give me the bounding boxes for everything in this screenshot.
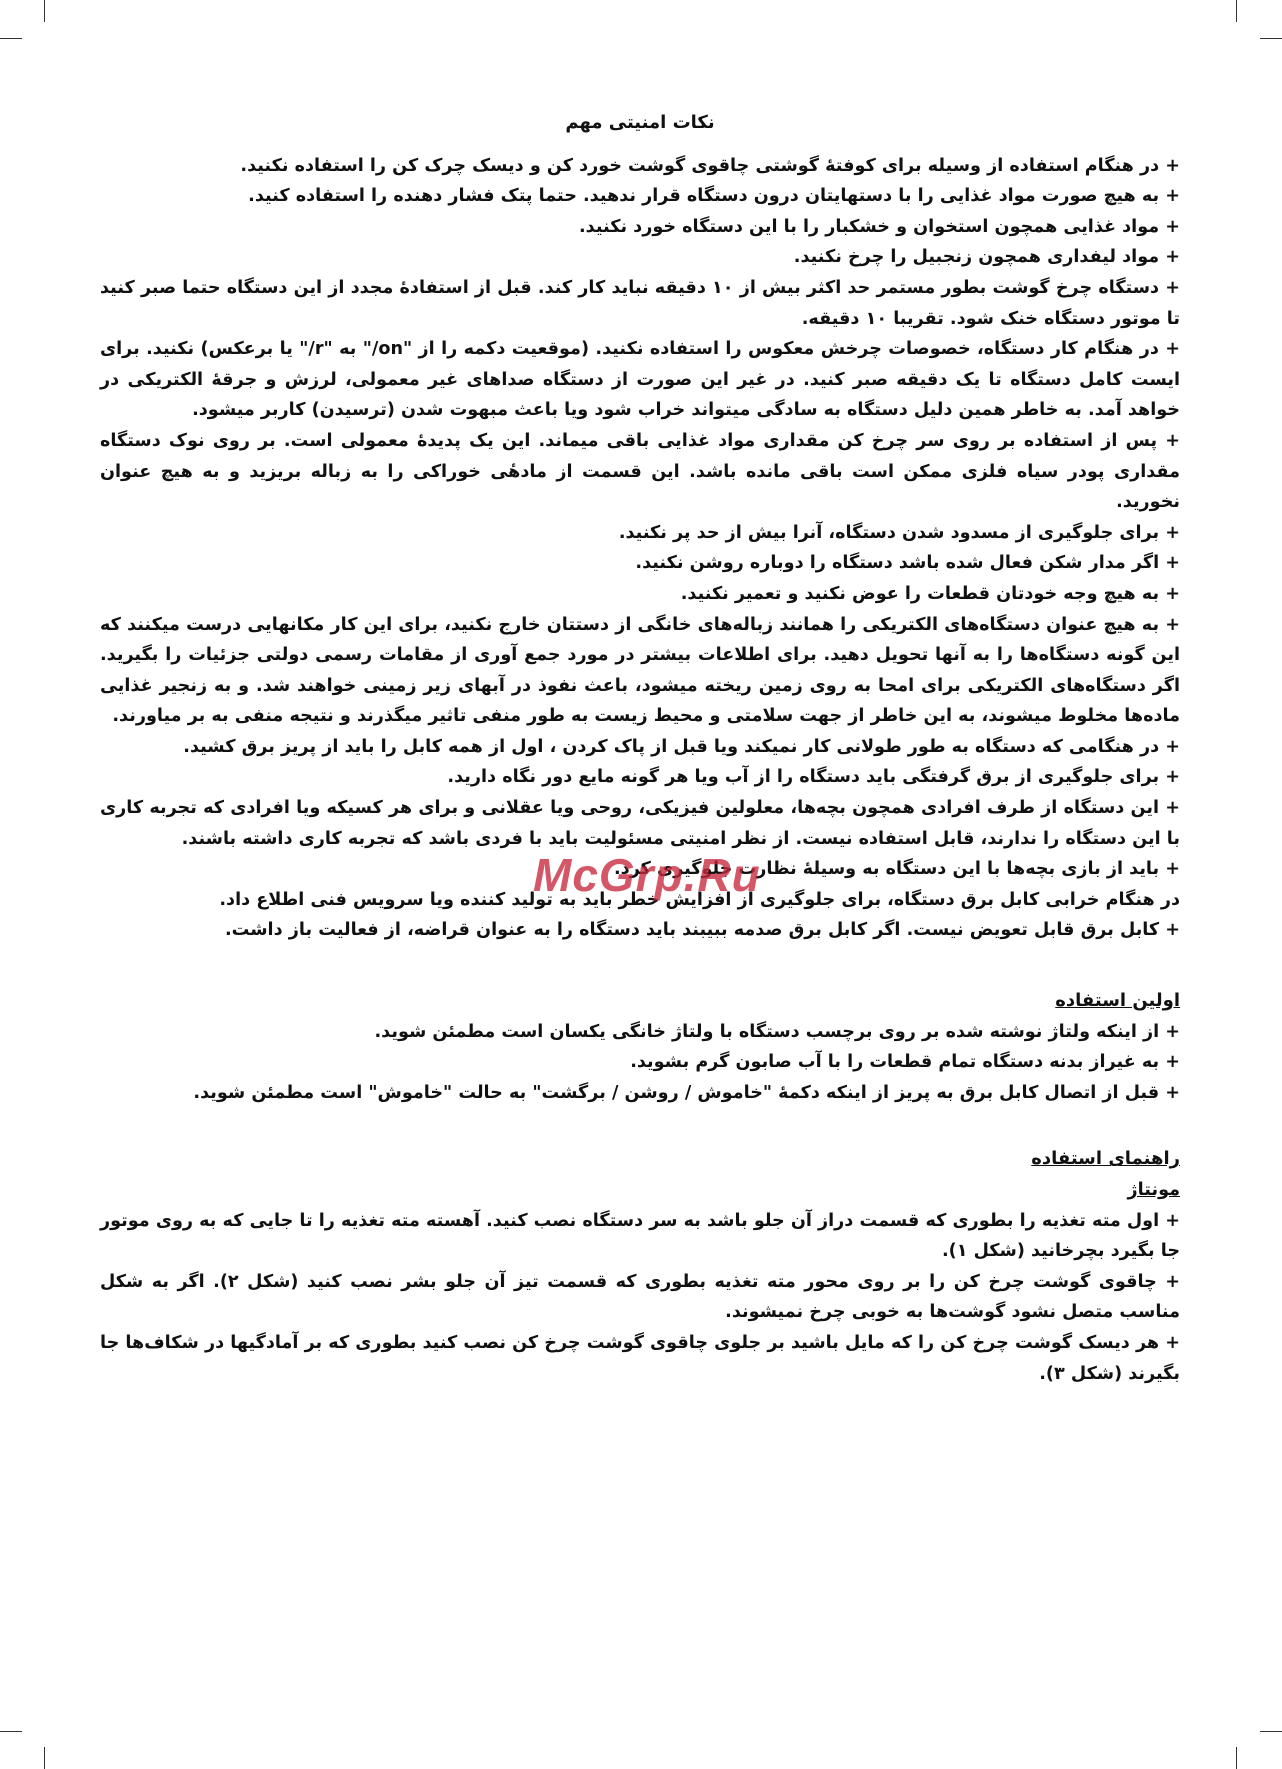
safety-item: + اگر مدار شکن فعال شده باشد دستگاه را دوباره روشن نکنید. [635, 553, 1180, 574]
safety-item: + پس از استفاده بر روی سر چرخ کن مقداری مواد غذایی باقی میماند. این یک پدیدهٔ معمولی است. بر روی نوک دستگاه مقداری پودر سیاه فلزی ممکن است باقی مانده باشد. این قسمت از مادهٔی خوراکی را به زباله بریزید و به هیچ عنوان نخورید. [100, 430, 1180, 513]
instruction-item: + اول مته تغذیه را بطوری که قسمت دراز آن جلو باشد به سر دستگاه نصب کنید. آهسته مته تغذیه را تا جایی که به روی موتور جا بگیرد بچرخانید (شکل ۱). [100, 1210, 1180, 1262]
safety-item: + برای جلوگیری از برق گرفتگی باید دستگاه را از آب ویا هر گونه مایع دور نگاه دارید. [447, 767, 1180, 788]
safety-item: + باید از بازی بچه‌ها با این دستگاه به وسیلهٔ نظارت جلوگیری کرد. [614, 859, 1180, 880]
safety-item: + در هنگام استفاده از وسیله برای کوفتهٔ گوشتی چاقوی گوشت خورد کن و دیسک چرک کن را استفاده نکنید. [240, 155, 1180, 176]
first-use-item: + به غیراز بدنه دستگاه تمام قطعات را با آب صابون گرم بشوید. [630, 1052, 1180, 1073]
first-use-item: + از اینکه ولتاژ نوشته شده بر روی برچسب دستگاه با ولتاژ خانگی یکسان است مطمئن شوید. [374, 1021, 1180, 1042]
safety-item: + دستگاه چرخ گوشت بطور مستمر حد اکثر بیش از ۱۰ دقیقه نباید کار کند. قبل از استفادهٔ مجدد از این دستگاه حتما صبر کنید تا موتور دستگاه خنک شود. تقریبا ۱۰ دقیقه. [100, 277, 1180, 329]
crop-mark-top-left-v [44, 0, 45, 22]
safety-item: در هنگام خرابی کابل برق دستگاه، برای جلوگیری از افزایش خطر باید به تولید کننده ویا سرویس فنی اطلاع داد. [219, 889, 1180, 910]
safety-title: نکات امنیتی مهم [565, 112, 715, 133]
instructions-list [100, 1206, 1180, 1390]
watermark-logo: McGrp.Ru [533, 849, 761, 901]
first-use-heading: اولین استفاده [1055, 990, 1180, 1012]
crop-mark-bottom-right [1260, 1731, 1282, 1732]
crop-mark-bottom-left [0, 1731, 22, 1732]
manual-page [100, 108, 1180, 1389]
crop-mark-top-left [0, 38, 22, 39]
first-use-list [100, 1017, 1180, 1109]
safety-item: + در هنگام کار دستگاه، خصوصات چرخش معکوس را استفاده نکنید. (موقعیت دکمه را از "on/" به "r/" یا برعکس) نکنید. برای ایست کامل دستگاه تا یک دقیقه صبر کنید. در غیر این صورت از دستگاه صداهای غیر معمولی، لرزش و جرقهٔ الکتریکی در خواهد آمد. به خاطر همین دلیل دستگاه به سادگی میتواند خراب شود ویا باعث مبهوت شدن (ترسیدن) کاربر میشود. [100, 339, 1180, 421]
crop-mark-bottom-right-v [1236, 1747, 1237, 1769]
section-spacer [100, 1108, 1180, 1144]
safety-item: + به هیچ صورت مواد غذایی را با دستهایتان درون دستگاه قرار ندهید. حتما پتک فشار دهنده را استفاده کنید. [248, 186, 1180, 207]
instructions-heading: راهنمای استفاده [1031, 1148, 1180, 1170]
safety-list [100, 151, 1180, 946]
crop-mark-top-right [1260, 38, 1282, 39]
assembly-subheading: مونتاژ [1127, 1180, 1180, 1200]
safety-item: + به هیچ عنوان دستگاه‌های الکتریکی را همانند زباله‌های خانگی از دستتان خارج نکنید، برای این کار مکانهایی درست میکنند که این گونه دستگاه‌ها را به آنها تحویل دهید. برای اطلاعات بیشتر در مورد جمع آوری از مقامات رسمی دولتی جزئیات را بگیرید. اگر دستگاه‌های الکتریکی برای امحا به روی زمین ریخته میشود، باعث نفوذ در آبهای زیر زمینی خواهند شد. و به زنجیر غذایی ماده‌ها مخلوط میشوند، به این خاطر از جهت سلامتی و محیط زیست به طور منفی تاثیر میگذرند و نتیجه منفی به بر میاورند. [100, 614, 1180, 727]
first-use-item: + قبل از اتصال کابل برق به پریز از اینکه دکمهٔ "خاموش / روشن / برگشت" به حالت "خاموش" است مطمئن شوید. [193, 1082, 1180, 1103]
section-spacer [100, 946, 1180, 986]
instruction-item: + چاقوی گوشت چرخ کن را بر روی محور مته تغذیه بطوری که قسمت تیز آن جلو بشر نصب کنید (شکل ۲). اگر به شکل مناسب متصل نشود گوشت‌ها به خوبی چرخ نمیشوند. [100, 1271, 1180, 1323]
safety-item: + این دستگاه از طرف افرادی همچون بچه‌ها، معلولین فیزیکی، روحی ویا عقلانی و برای هر کسیکه ویا افرادی که تجربه کاری با این دستگاه را ندارند، قابل استفاده نیست. از نظر امنیتی مسئولیت باید با فردی باشد که تجربه کاری داشته باشند. [100, 798, 1180, 849]
crop-mark-top-right-v [1236, 0, 1237, 22]
safety-item: + مواد لیفداری همچون زنجبیل را چرخ نکنید. [793, 247, 1180, 268]
safety-item: + کابل برق قابل تعویض نیست. اگر کابل برق صدمه ببیبند باید دستگاه را به عنوان قراضه، از فعالیت باز داشت. [224, 920, 1180, 941]
safety-item: + مواد غذایی همچون استخوان و خشکبار را با این دستگاه خورد نکنید. [579, 216, 1180, 237]
safety-item: + برای جلوگیری از مسدود شدن دستگاه، آنرا بیش از حد پر نکنید. [618, 522, 1180, 543]
instruction-item: + هر دیسک گوشت چرخ کن را که مایل باشید بر جلوی چاقوی گوشت چرخ کن نصب کنید بطوری که بر آمادگیها در شکاف‌ها جا بگیرند (شکل ۳). [100, 1332, 1180, 1384]
safety-item: + به هیچ وجه خودتان قطعات را عوض نکنید و تعمیر نکنید. [680, 583, 1180, 604]
safety-item: + در هنگامی که دستگاه به طور طولانی کار نمیکند ویا قبل از پاک کردن ، اول از همه کابل را باید از پریز برق کشید. [183, 736, 1180, 757]
crop-mark-bottom-left-v [44, 1747, 45, 1769]
